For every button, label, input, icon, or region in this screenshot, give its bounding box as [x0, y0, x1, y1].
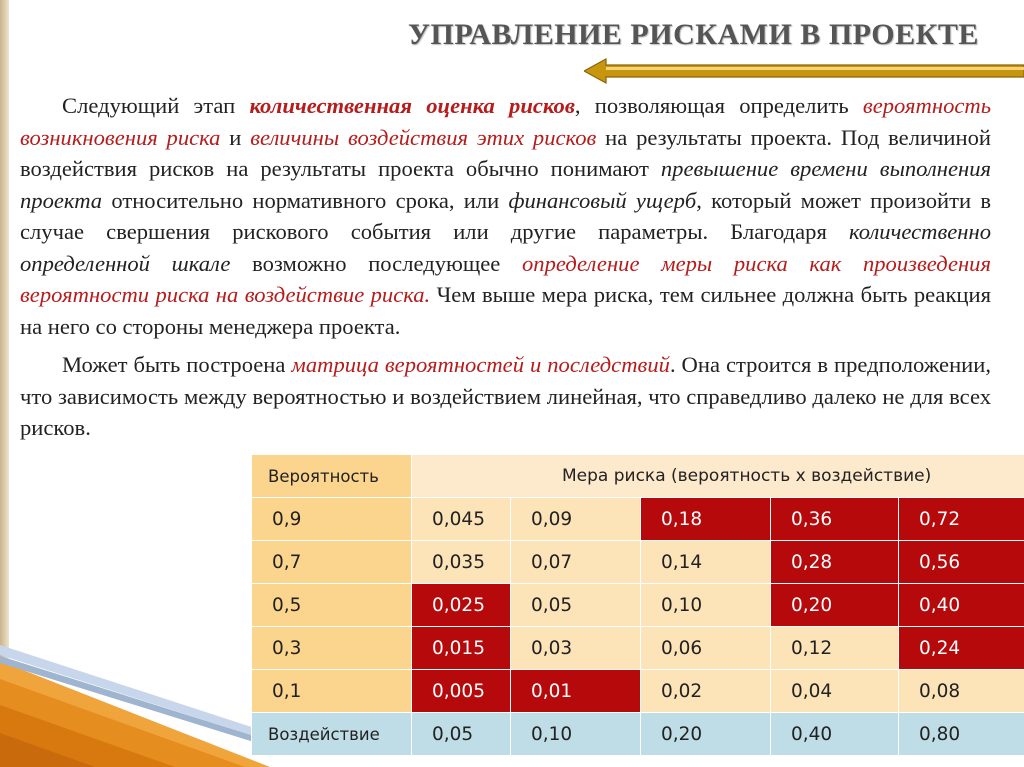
- text-segment: относительно нормативного срока, или: [102, 187, 509, 213]
- risk-cell: 0,045: [412, 498, 511, 541]
- highlighted-phrase: превышение времени выполнения проекта: [20, 156, 991, 213]
- risk-cell-high: 0,025: [412, 584, 511, 627]
- risk-matrix-table: [251, 454, 1024, 756]
- header-probability: Вероятность: [252, 455, 412, 498]
- risk-cell-high: 0,005: [412, 670, 511, 713]
- risk-cell: 0,09: [511, 498, 641, 541]
- impact-cell: 0,40: [771, 713, 899, 756]
- highlighted-phrase: количественно определенной шкале: [20, 219, 991, 276]
- risk-cell: 0,06: [641, 627, 771, 670]
- slide-title: УПРАВЛЕНИЕ РИСКАМИ В ПРОЕКТЕ: [408, 18, 979, 51]
- highlighted-phrase: количественная оценка рисков: [249, 93, 575, 118]
- matrix-row: [252, 670, 1024, 713]
- risk-cell: 0,10: [641, 584, 771, 627]
- risk-cell: 0,04: [771, 670, 899, 713]
- risk-cell-high: 0,015: [412, 627, 511, 670]
- probability-cell: 0,9: [252, 498, 412, 541]
- highlighted-phrase: матрица вероятностей и последствий: [291, 352, 670, 377]
- risk-cell-high: 0,72: [899, 498, 1024, 541]
- text-segment: возможно последующее: [230, 250, 522, 276]
- highlighted-phrase: величины воздействия этих рисков: [250, 124, 597, 150]
- text-segment: на результаты проекта. Под величиной воздействия рисков на результаты проекта обычно понимают: [20, 124, 992, 181]
- matrix-row: [252, 541, 1024, 584]
- risk-cell: 0,03: [511, 627, 641, 670]
- highlighted-phrase: финансовый ущерб: [508, 187, 697, 213]
- paragraph-2: [20, 349, 991, 444]
- matrix-row: [252, 498, 1024, 541]
- impact-cell: 0,80: [899, 713, 1024, 756]
- risk-cell-high: 0,24: [899, 627, 1024, 670]
- risk-cell-high: 0,28: [771, 541, 899, 584]
- risk-cell: 0,02: [641, 670, 771, 713]
- highlighted-phrase: вероятность возникновения риска: [20, 93, 991, 150]
- risk-cell: 0,05: [511, 584, 641, 627]
- text-segment: , позволяющая определить: [574, 93, 863, 118]
- probability-cell: 0,1: [252, 670, 412, 713]
- impact-label: Воздействие: [252, 713, 412, 756]
- risk-cell-high: 0,36: [771, 498, 899, 541]
- paragraph-1: [20, 90, 991, 342]
- risk-cell-high: 0,18: [641, 498, 771, 541]
- text-segment: Чем выше мера риска, тем сильнее должна быть реакция на него со стороны менеджера проекта.: [20, 282, 992, 339]
- matrix-row: [252, 627, 1024, 670]
- decorative-stripes: [0, 615, 270, 767]
- left-arrow-icon: [584, 58, 1024, 84]
- risk-cell: 0,07: [511, 541, 641, 584]
- text-segment: , который может произойти в случае свершения рискового события или другие параметры. Благодаря: [20, 187, 991, 244]
- matrix-row: [252, 584, 1024, 627]
- probability-cell: 0,5: [252, 584, 412, 627]
- text-segment: Может быть построена: [62, 352, 292, 377]
- risk-cell-high: 0,56: [899, 541, 1024, 584]
- risk-cell: 0,12: [771, 627, 899, 670]
- highlighted-phrase: определение меры риска как произведения вероятности риска на воздействие риска.: [20, 250, 991, 307]
- matrix-header-row: [252, 455, 1024, 498]
- risk-cell-high: 0,01: [511, 670, 641, 713]
- text-segment: и: [220, 124, 251, 150]
- probability-cell: 0,7: [252, 541, 412, 584]
- text-segment: Следующий этап: [62, 93, 250, 118]
- risk-cell: 0,08: [899, 670, 1024, 713]
- risk-cell: 0,14: [641, 541, 771, 584]
- header-risk-measure: Мера риска (вероятность х воздействие): [412, 455, 1024, 498]
- impact-cell: 0,20: [641, 713, 771, 756]
- risk-cell-high: 0,40: [899, 584, 1024, 627]
- impact-row: [252, 713, 1024, 756]
- text-segment: . Она строится в предположении, что зависимость между вероятностью и воздействием линейная, что справедливо далеко не для всех рисков.: [20, 352, 991, 440]
- risk-cell: 0,035: [412, 541, 511, 584]
- risk-cell-high: 0,20: [771, 584, 899, 627]
- impact-cell: 0,05: [412, 713, 511, 756]
- probability-cell: 0,3: [252, 627, 412, 670]
- body-text: [20, 90, 991, 444]
- impact-cell: 0,10: [511, 713, 641, 756]
